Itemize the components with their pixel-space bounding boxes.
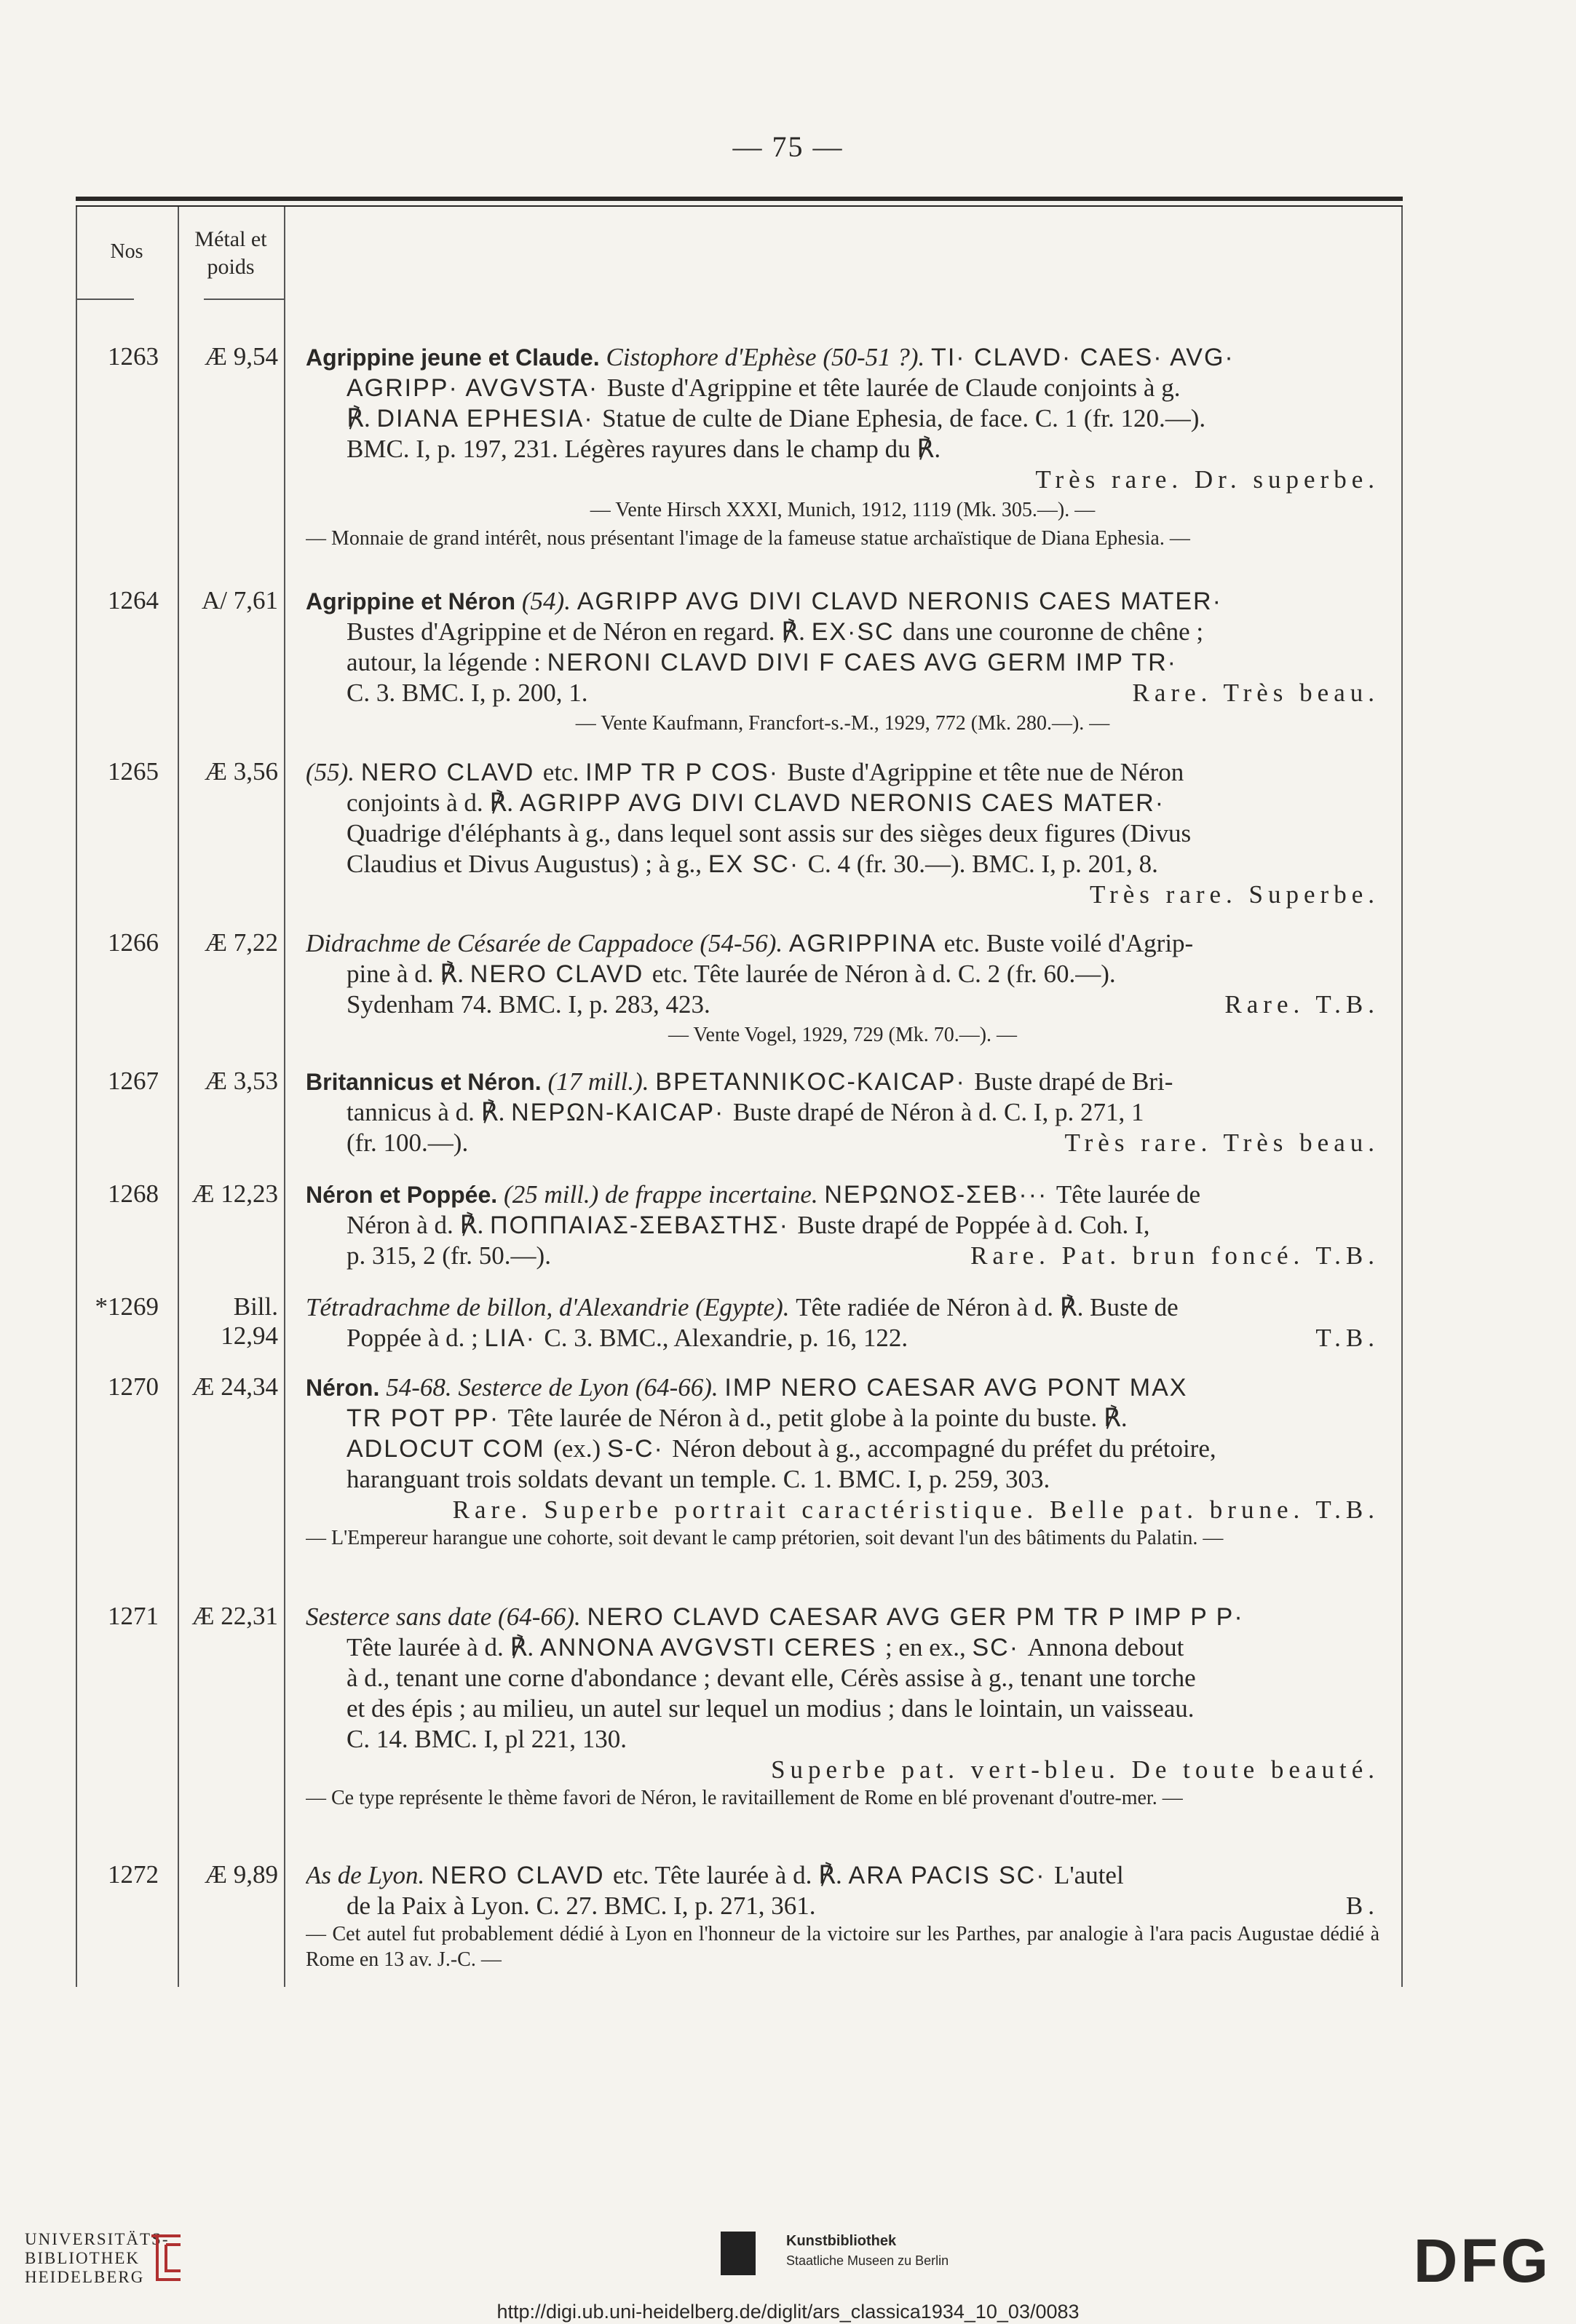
- header-underline-metal: [204, 299, 284, 300]
- entry-metal-weight: Æ 12,23: [191, 1179, 278, 1208]
- rating-label: T.B.: [1315, 1324, 1379, 1352]
- description-line: haranguant trois soldats devant un temple. C. 1. BMC. I, p. 259, 303.: [347, 1465, 1050, 1493]
- description-line: (fr. 100.—). Très rare. Très beau.: [347, 1129, 1379, 1157]
- ub-heidelberg-logo[interactable]: UNIVERSITÄTS- BIBLIOTHEK HEIDELBERG: [25, 2230, 170, 2286]
- description-line: Rare. Superbe portrait caractéristique. Belle pat. brune. T.B.: [452, 1495, 1379, 1524]
- entry-number: 1268: [108, 1179, 159, 1208]
- description-line: Britannicus et Néron. (17 mill.). BPETANNIKOC-KAICAP· Buste drapé de Bri-: [306, 1067, 1173, 1096]
- entry-metal-weight: Æ 7,22: [204, 928, 278, 957]
- rating-label: Rare. T.B.: [1224, 990, 1379, 1019]
- description-line: C. 14. BMC. I, pl 221, 130.: [347, 1725, 627, 1753]
- description-line: Bustes d'Agrippine et de Néron en regard. ℟. EX·SC dans une couronne de chêne ;: [347, 617, 1204, 646]
- page-number: — 75 —: [732, 130, 844, 163]
- description-line: TR POT PP· Tête laurée de Néron à d., petit globe à la pointe du buste. ℟.: [347, 1404, 1128, 1432]
- entry-number: *1269: [95, 1292, 159, 1321]
- description-line: BMC. I, p. 197, 231. Légères rayures dans le champ du ℟.: [347, 435, 941, 463]
- description-line: Poppée à d. ; LIA· C. 3. BMC., Alexandrie, p. 16, 122. T.B.: [347, 1324, 1379, 1352]
- description-line: Superbe pat. vert-bleu. De toute beauté.: [771, 1755, 1379, 1784]
- entry-number: 1265: [108, 757, 159, 786]
- entry-number: 1270: [108, 1372, 159, 1401]
- description-line: Néron à d. ℟. ΠOΠΠAIAΣ-ΣEBAΣTHΣ· Buste drapé de Poppée à d. Coh. I,: [347, 1211, 1150, 1239]
- entry-number: 1264: [108, 586, 159, 614]
- entry-description: [306, 342, 1379, 551]
- description-line: autour, la légende : NERONI CLAVD DIVI F CAES AVG GERM IMP TR·: [347, 648, 1177, 676]
- description-line: Très rare. Superbe.: [1089, 880, 1379, 909]
- description-line: AGRIPP· AVGVSTA· Buste d'Agrippine et tête laurée de Claude conjoints à g.: [347, 374, 1181, 402]
- entry-description: [306, 1602, 1379, 1811]
- description-line: pine à d. ℟. NERO CLAVD etc. Tête laurée de Néron à d. C. 2 (fr. 60.—).: [347, 960, 1116, 988]
- kunstbibliothek-subtitle: Staatliche Museen zu Berlin: [786, 2253, 949, 2268]
- description-line: Très rare. Dr. superbe.: [1035, 465, 1379, 494]
- header-underline-nos: [76, 299, 134, 300]
- description-line: Didrachme de Césarée de Cappadoce (54-56). AGRIPPINA etc. Buste voilé d'Agrip-: [306, 929, 1194, 957]
- column-line-right: [1401, 207, 1403, 1987]
- ub-logo-icon: [144, 2229, 188, 2287]
- description-line: Néron. 54-68. Sesterce de Lyon (64-66). IMP NERO CAESAR AVG PONT MAX: [306, 1373, 1188, 1402]
- entry-metal-weight: Æ 22,31: [191, 1602, 278, 1630]
- description-line: Claudius et Divus Augustus) ; à g., EX SC· C. 4 (fr. 30.—). BMC. I, p. 201, 8.: [347, 850, 1158, 878]
- kunstbibliothek-title: Kunstbibliothek: [786, 2233, 897, 2249]
- description-line: — Cet autel fut probablement dédié à Lyon en l'honneur de la victoire sur les Parthes, par analogie à l'ara pacis Augustae dédié à Rome en 13 av. J.-C. —: [306, 1923, 1379, 1971]
- entry-description: [306, 1179, 1379, 1271]
- entry-description: [306, 1292, 1379, 1353]
- description-line: et des épis ; au milieu, un autel sur lequel un modius ; dans le lointain, un vaisseau.: [347, 1694, 1195, 1723]
- column-line-nos: [178, 207, 179, 1987]
- description-line: ADLOCUT COM (ex.) S-C· Néron debout à g., accompagné du préfet du prétoire,: [347, 1434, 1216, 1463]
- entry-description: [306, 928, 1379, 1051]
- description-line: C. 3. BMC. I, p. 200, 1. Rare. Très beau.: [347, 679, 1379, 707]
- entry-metal-weight: Æ 9,89: [204, 1860, 278, 1889]
- description-line: ℟. DIANA EPHESIA· Statue de culte de Diane Ephesia, de face. C. 1 (fr. 120.—).: [347, 404, 1206, 432]
- description-line: Sydenham 74. BMC. I, p. 283, 423. Rare. T.B.: [347, 990, 1379, 1019]
- kunstbibliothek-logo-icon: [721, 2232, 756, 2275]
- description-line: Tétradrachme de billon, d'Alexandrie (Egypte). Tête radiée de Néron à d. ℟. Buste de: [306, 1293, 1179, 1321]
- description-line: tannicus à d. ℟. NEPΩN-KAICAP· Buste drapé de Néron à d. C. I, p. 271, 1: [347, 1098, 1144, 1126]
- source-url[interactable]: http://digi.ub.uni-heidelberg.de/diglit/ars_classica1934_10_03/0083: [496, 2301, 1080, 2323]
- description-line: — Vente Vogel, 1929, 729 (Mk. 70.—). —: [668, 1024, 1018, 1046]
- entry-description: [306, 586, 1379, 739]
- column-line-left: [76, 207, 77, 1987]
- entry-description: [306, 1860, 1379, 1972]
- entry-metal-weight: Æ 24,34: [191, 1372, 278, 1401]
- entry-number: 1266: [108, 928, 159, 957]
- description-line: — Vente Kaufmann, Francfort-s.-M., 1929, 772 (Mk. 280.—). —: [575, 712, 1110, 735]
- top-rule-thin: [76, 205, 1403, 207]
- rating-label: B.: [1345, 1892, 1379, 1920]
- entry-number: 1272: [108, 1860, 159, 1889]
- description-line: Agrippine jeune et Claude. Cistophore d'Ephèse (50-51 ?). TI· CLAVD· CAES· AVG·: [306, 343, 1235, 371]
- description-line: — L'Empereur harangue une cohorte, soit devant le camp prétorien, soit devant l'un des bâtiments du Palatin. —: [306, 1527, 1224, 1549]
- description-line: à d., tenant une corne d'abondance ; devant elle, Cérès assise à g., tenant une torche: [347, 1664, 1196, 1692]
- header-nos: Nos: [110, 240, 143, 263]
- footer: [0, 2210, 1576, 2324]
- entry-metal-weight: Æ 9,54: [204, 342, 278, 371]
- dfg-logo[interactable]: DFG: [1413, 2226, 1551, 2295]
- entry-description: [306, 1372, 1379, 1551]
- entry-metal-weight: A/ 7,61: [202, 586, 278, 614]
- description-line: p. 315, 2 (fr. 50.—). Rare. Pat. brun foncé. T.B.: [347, 1241, 1379, 1270]
- column-line-metal: [284, 207, 285, 1987]
- entry-metal-weight: Æ 3,56: [204, 757, 278, 786]
- rating-label: Rare. Pat. brun foncé. T.B.: [970, 1241, 1379, 1270]
- description-line: Néron et Poppée. (25 mill.) de frappe incertaine. NEPΩNOΣ-ΣEB··· Tête laurée de: [306, 1180, 1201, 1209]
- description-line: — Vente Hirsch XXXI, Munich, 1912, 1119 (Mk. 305.—). —: [590, 499, 1096, 521]
- entry-number: 1263: [108, 342, 159, 371]
- description-line: conjoints à d. ℟. AGRIPP AVG DIVI CLAVD NERONIS CAES MATER·: [347, 788, 1165, 817]
- entry-number: 1271: [108, 1602, 159, 1630]
- rating-label: Très rare. Très beau.: [1064, 1129, 1379, 1157]
- description-line: Sesterce sans date (64-66). NERO CLAVD CAESAR AVG GER PM TR P IMP P P·: [306, 1602, 1244, 1631]
- entry-metal-weight: Æ 3,53: [204, 1067, 278, 1095]
- header-metal: Métal et poids: [194, 227, 267, 279]
- entry-number: 1267: [108, 1067, 159, 1095]
- description-line: Tête laurée à d. ℟. ANNONA AVGVSTI CERES ; en ex., SC· Annona debout: [347, 1633, 1184, 1661]
- description-line: de la Paix à Lyon. C. 27. BMC. I, p. 271, 361. B.: [347, 1892, 1379, 1920]
- description-line: (55). NERO CLAVD etc. IMP TR P COS· Buste d'Agrippine et tête nue de Néron: [306, 758, 1184, 786]
- description-line: Agrippine et Néron (54). AGRIPP AVG DIVI CLAVD NERONIS CAES MATER·: [306, 587, 1222, 615]
- top-rule: [76, 197, 1403, 201]
- entry-metal-weight: Bill. 12,94: [221, 1292, 278, 1350]
- rating-label: Rare. Très beau.: [1132, 679, 1379, 707]
- entry-description: [306, 757, 1379, 910]
- entry-description: [306, 1067, 1379, 1158]
- description-line: — Monnaie de grand intérêt, nous présentant l'image de la fameuse statue archaïstique de Diana Ephesia. —: [306, 527, 1190, 550]
- description-line: Quadrige d'éléphants à g., dans lequel sont assis sur des sièges deux figures (Divus: [347, 819, 1192, 847]
- description-line: — Ce type représente le thème favori de Néron, le ravitaillement de Rome en blé provenant d'outre-mer. —: [306, 1787, 1183, 1809]
- description-line: As de Lyon. NERO CLAVD etc. Tête laurée à d. ℟. ARA PACIS SC· L'autel: [306, 1861, 1124, 1889]
